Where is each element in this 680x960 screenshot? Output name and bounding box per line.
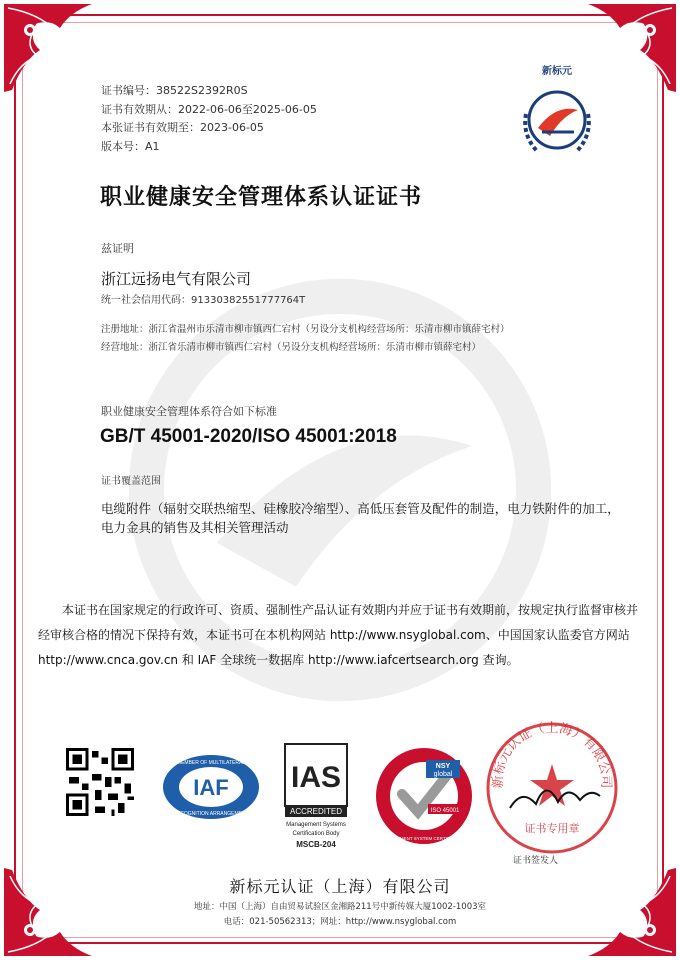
scope-text: 电缆附件（辐射交联热缩型、硅橡胶冷缩型）、高低压套管及配件的制造，电力铁附件的加工，电力金具的销售及其相关管理活动 [101,501,620,535]
iaf-mark [160,752,262,822]
ias-code: MSCB-204 [296,840,336,849]
certificate-title: 职业健康安全管理体系认证证书 [100,185,423,210]
footer-contact: 电话：021-50562313；网址：http://www.nsyglobal.com [223,917,457,927]
nsy-global: global [433,771,453,778]
version-number: 版本号：A1 [101,139,160,153]
hereby-label: 兹证明 [101,242,134,255]
ias-logo-icon [284,743,348,853]
standard-intro: 职业健康安全管理体系符合如下标准 [101,405,277,418]
ias-accredited: ACCREDITED [289,807,343,816]
seal-bottom-text: 证书专用章 [524,822,580,835]
ias-line2: Certification Body [292,831,340,837]
footer-address: 地址：中国（上海）自由贸易试验区金湘路211号中新传媒大厦1002-1003室 [193,902,487,912]
nsy-iso: ISO 45001 [430,808,460,814]
nsy-certification-mark [372,744,476,848]
footer-company-name: 新标元认证（上海）有限公司 [229,877,451,896]
validity-period: 证书有效期从：2022-06-06至2025-06-05 [101,102,317,116]
certificate-number: 证书编号：38522S2392R0S [101,84,248,97]
nsy-brand-logo [508,62,606,172]
business-address: 经营地址：浙江省乐清市柳市镇西仁宕村（另设分支机构经营场所：乐清市柳市镇薛宅村） [101,342,482,353]
validity-statement: 本证书在国家规定的行政许可、资质、强制性产品认证有效期内并应于证书有效期前，按规定执行监督审核并经审核合格的情况下保持有效，本证书可在本机构网站 http://www.nsyglobal.com、中国国家认监委官方网站 http://www.cnca.gov.cn 和 IAF 全球统一数据库 http://www.iafcertsearch.org 查询。 [38,603,639,667]
iaf-text: IAF [193,775,229,800]
iaf-ring-top: MEMBER OF MULTILATERAL [176,760,246,766]
current-validity: 本张证书有效期至：2023-06-05 [101,121,264,134]
signer-label: 证书签发人 [513,856,559,866]
company-seal [482,718,622,858]
registered-address: 注册地址：浙江省温州市乐清市柳市镇西仁宕村（另设分支机构经营场所：乐清市柳市镇薛宅村） [101,324,510,335]
qr-code-icon[interactable] [66,748,134,816]
laurel-logo-icon [508,74,606,172]
corner-ornament-top-left [0,0,96,96]
seal-stamp-icon [482,718,622,858]
ias-line1: Management Systems [286,822,346,828]
nsy-ring: MANAGEMENT SYSTEM CERTIFICATION [380,836,468,841]
standard-code: GB/T 45001-2020/ISO 45001:2018 [100,426,397,447]
ias-mark [284,743,348,853]
seal-text: 新标元认证（上海）有限公司 [490,721,614,789]
credit-code: 统一社会信用代码：91330382551777764T [101,295,306,306]
brand-text: 新标元 [542,66,572,77]
certificate-meta [101,82,317,156]
iaf-ring-bottom: RECOGNITION ARRANGEMENT [173,811,249,817]
ias-text: IAS [290,761,342,794]
nsy-text: NSY [435,763,451,770]
iaf-logo-icon [160,752,262,822]
scope-label: 证书覆盖范围 [101,476,161,487]
company-name: 浙江远扬电气有限公司 [101,270,252,288]
nsy-logo-icon [372,744,476,848]
